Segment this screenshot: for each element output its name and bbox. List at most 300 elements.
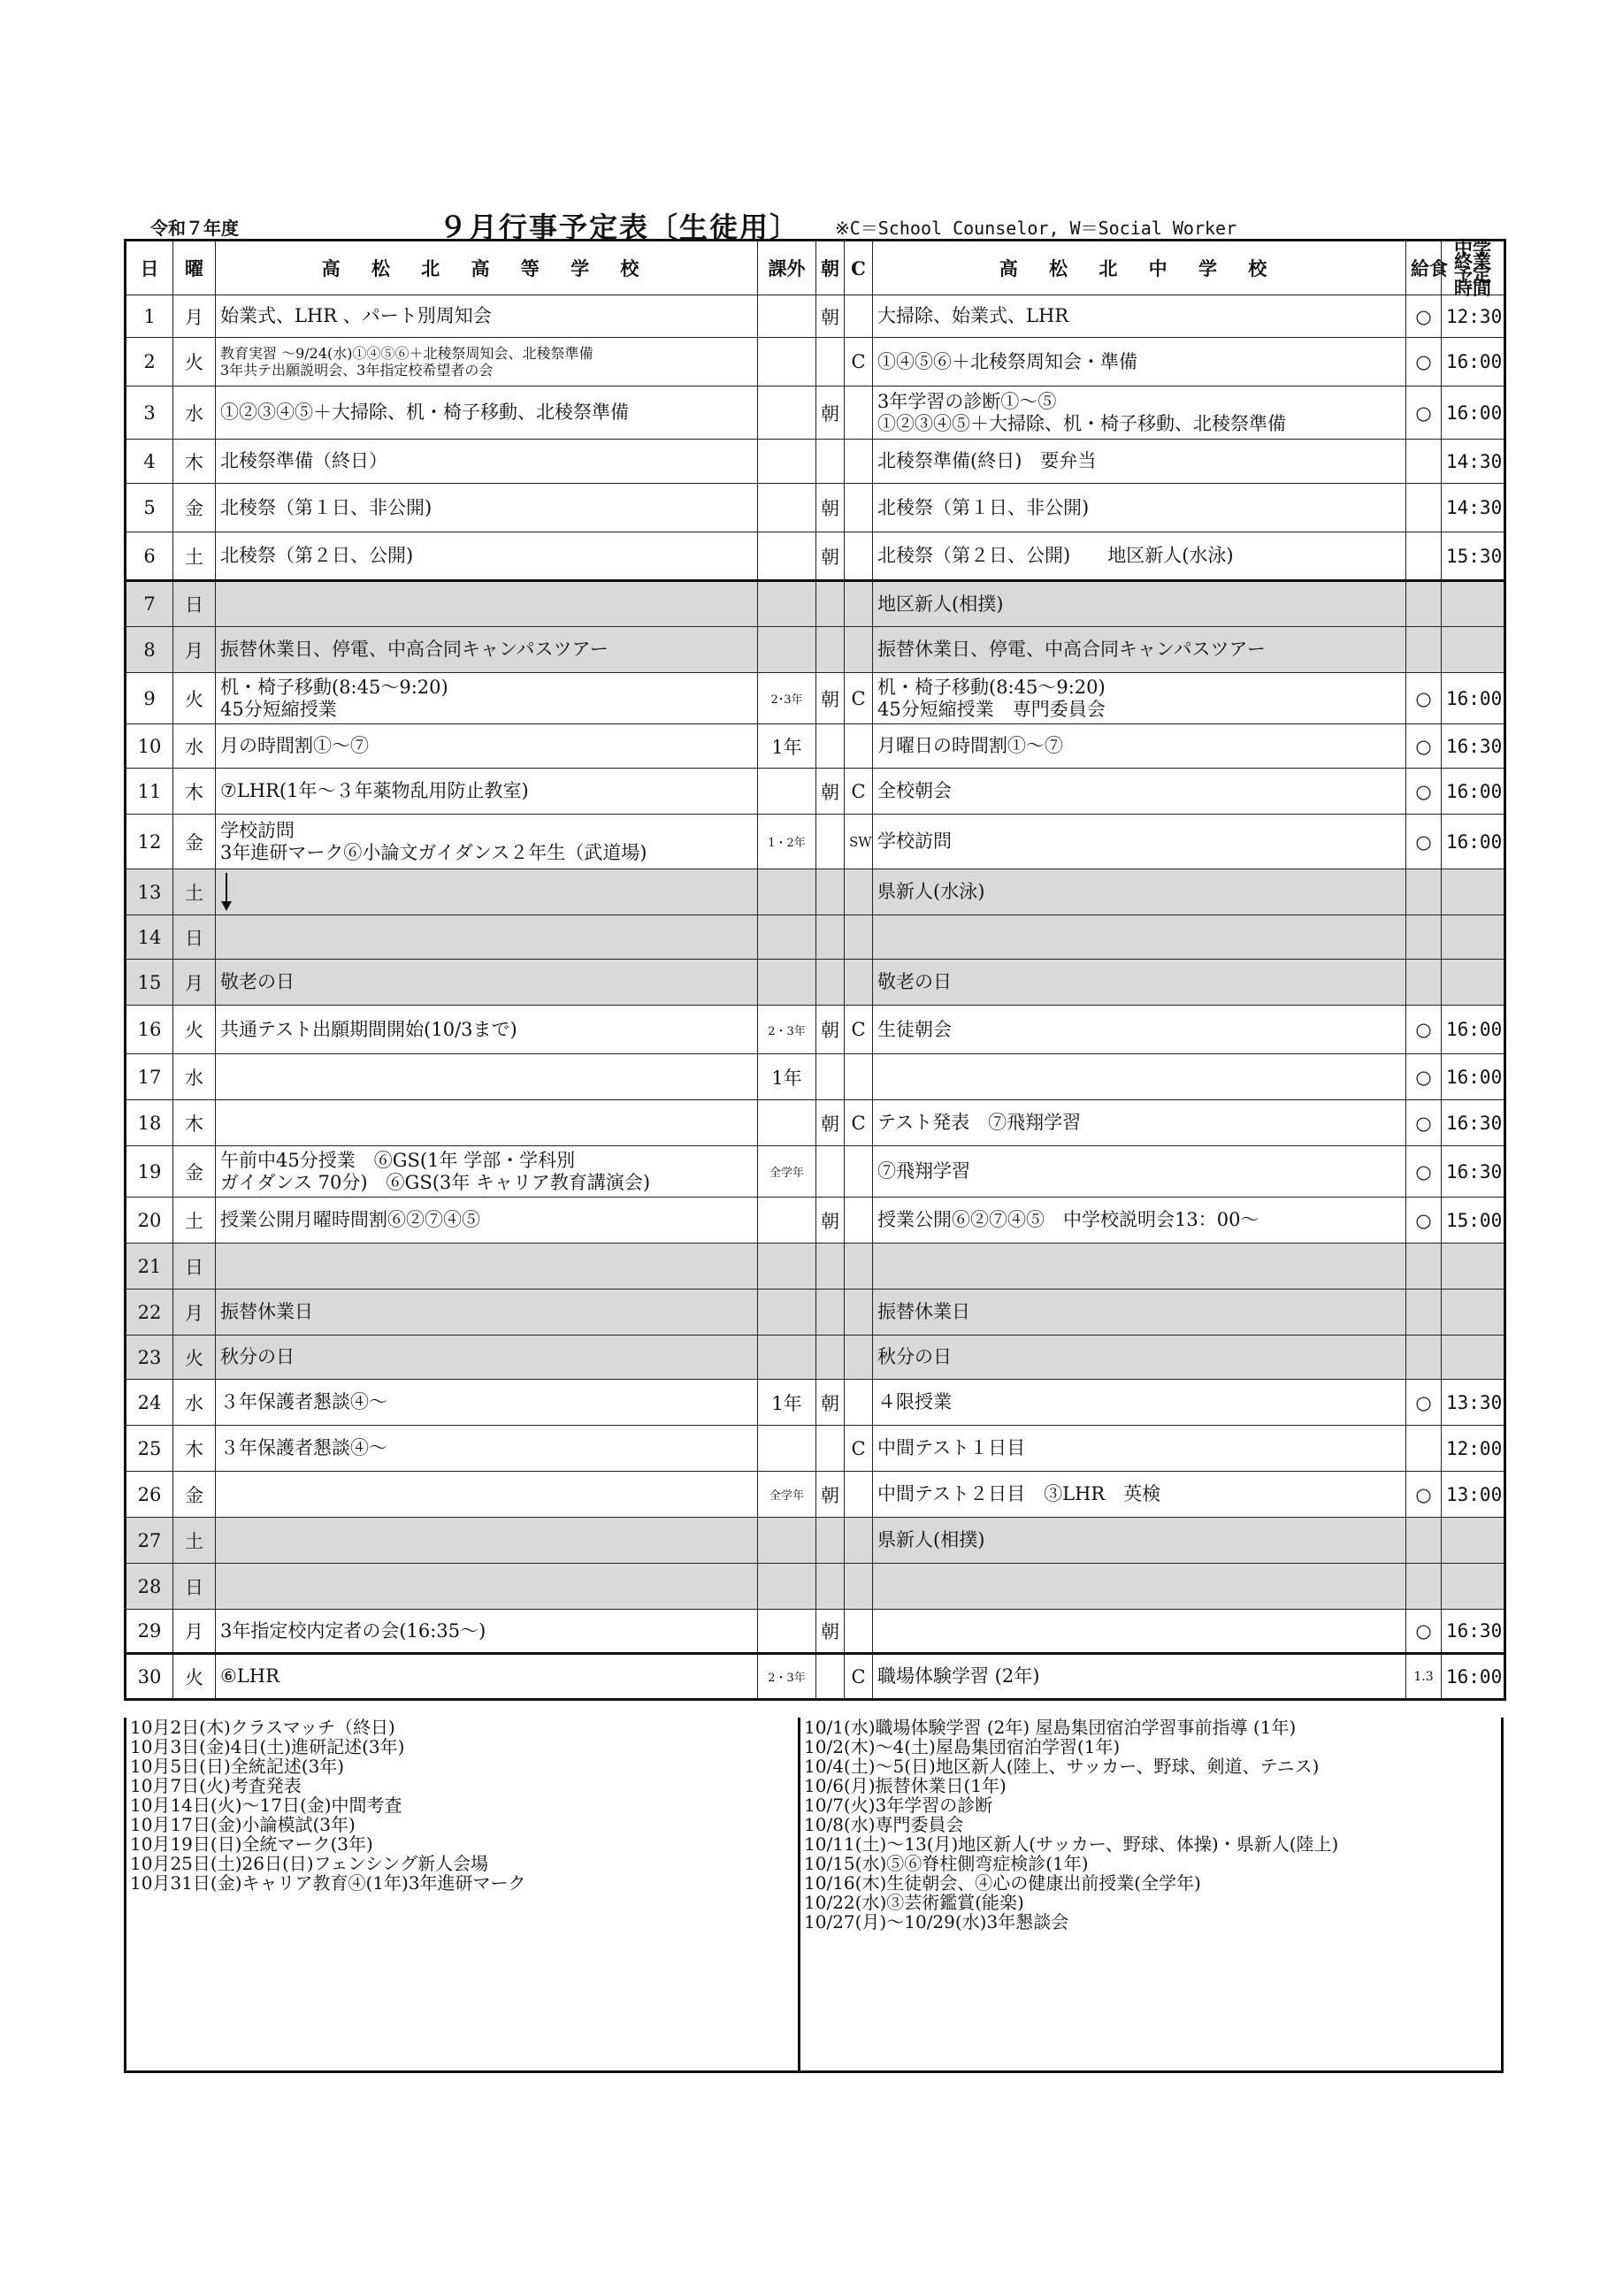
table-row (126, 484, 1505, 532)
lunch-cell (1406, 960, 1442, 1006)
counselor-cell (845, 1198, 873, 1244)
morning-cell (816, 1290, 845, 1336)
counselor-cell (845, 627, 873, 673)
extracurricular-cell: 1年 (758, 1054, 816, 1100)
list-item: 10/15(水)⑤⑥脊柱側弯症検診(1年) (804, 1853, 1089, 1874)
morning-cell: 朝 (816, 673, 845, 724)
list-item: 10月5日(日)全統記述(3年) (130, 1756, 345, 1777)
junior-high-event: 生徒朝会 (873, 1006, 1406, 1054)
lunch-cell: ○ (1406, 338, 1442, 386)
table-row (126, 1290, 1505, 1336)
junior-high-event: 中間テスト１日目 (873, 1426, 1406, 1472)
morning-cell (816, 1146, 845, 1198)
document-header (0, 210, 1623, 244)
day-cell: 16 (126, 1006, 173, 1054)
end-time-cell: 14:30 (1442, 484, 1505, 532)
high-school-event: 教育実習 ～9/24(水)①④⑤⑥＋北稜祭周知会、北稜祭準備 3年共テ出願説明会、3年指定校希望者の会 (216, 338, 758, 386)
extracurricular-cell: 1・2年 (758, 815, 816, 869)
weekday-cell: 木 (173, 1426, 216, 1472)
extracurricular-cell (758, 1518, 816, 1564)
morning-cell (816, 440, 845, 484)
day-cell: 1 (126, 295, 173, 338)
junior-high-event: ①④⑤⑥＋北稜祭周知会・準備 (873, 338, 1406, 386)
october-junior-list (800, 1718, 1501, 2070)
junior-high-event: テスト発表 ⑦飛翔学習 (873, 1100, 1406, 1146)
list-item: 10/2(木)～4(土)屋島集団宿泊学習(1年) (804, 1736, 1121, 1757)
day-cell: 7 (126, 581, 173, 627)
weekday-cell: 月 (173, 295, 216, 338)
high-school-event: 振替休業日、停電、中高合同キャンパスツアー (216, 627, 758, 673)
end-time-cell (1442, 1244, 1505, 1290)
page-title: ９月行事予定表〔生徒用〕 (439, 210, 800, 244)
morning-cell (816, 815, 845, 869)
junior-high-event: 北稜祭（第１日、非公開) (873, 484, 1406, 532)
col-lunch: 給食 (1406, 241, 1442, 295)
table-row (126, 338, 1505, 386)
high-school-event: 秋分の日 (216, 1336, 758, 1380)
morning-cell: 朝 (816, 295, 845, 338)
junior-high-event: 振替休業日 (873, 1290, 1406, 1336)
day-cell: 27 (126, 1518, 173, 1564)
high-school-event: ３年保護者懇談④～ (216, 1426, 758, 1472)
counselor-cell: C (845, 673, 873, 724)
junior-high-event: 月曜日の時間割①～⑦ (873, 724, 1406, 769)
end-time-cell (1442, 1290, 1505, 1336)
day-cell: 18 (126, 1100, 173, 1146)
table-row (126, 1380, 1505, 1426)
junior-high-event: 地区新人(相撲) (873, 581, 1406, 627)
day-cell: 21 (126, 1244, 173, 1290)
extracurricular-cell (758, 627, 816, 673)
list-item: 10月25日(土)26日(日)フェンシング新人会場 (130, 1853, 489, 1874)
counselor-cell: SW (845, 815, 873, 869)
counselor-cell: C (845, 338, 873, 386)
extracurricular-cell (758, 769, 816, 815)
lunch-cell (1406, 915, 1442, 960)
day-cell: 23 (126, 1336, 173, 1380)
weekday-cell: 水 (173, 724, 216, 769)
lunch-cell (1406, 581, 1442, 627)
weekday-cell: 日 (173, 581, 216, 627)
day-cell: 8 (126, 627, 173, 673)
col-counselor: C (845, 241, 873, 295)
weekday-cell: 火 (173, 1654, 216, 1700)
col-extracurricular: 課外 (758, 241, 816, 295)
table-row (126, 1472, 1505, 1518)
morning-cell (816, 1336, 845, 1380)
table-row (126, 386, 1505, 440)
extracurricular-cell (758, 915, 816, 960)
weekday-cell: 火 (173, 338, 216, 386)
counselor-cell (845, 581, 873, 627)
junior-high-event: 学校訪問 (873, 815, 1406, 869)
table-row (126, 915, 1505, 960)
lunch-cell (1406, 1518, 1442, 1564)
list-item: 10/22(水)③芸術鑑賞(能楽) (804, 1892, 1024, 1913)
table-row (126, 627, 1505, 673)
counselor-cell (845, 440, 873, 484)
day-cell: 2 (126, 338, 173, 386)
list-item: 10/7(火)3年学習の診断 (804, 1795, 993, 1816)
end-time-cell (1442, 1564, 1505, 1610)
table-row (126, 440, 1505, 484)
counselor-cell (845, 1054, 873, 1100)
extracurricular-cell: 1年 (758, 724, 816, 769)
end-time-cell: 13:00 (1442, 1472, 1505, 1518)
lunch-cell (1406, 627, 1442, 673)
junior-high-event: 秋分の日 (873, 1336, 1406, 1380)
table-row (126, 1336, 1505, 1380)
lunch-cell: ○ (1406, 1610, 1442, 1654)
extracurricular-cell (758, 581, 816, 627)
lunch-cell: ○ (1406, 1198, 1442, 1244)
weekday-cell: 月 (173, 1290, 216, 1336)
junior-high-event (873, 1244, 1406, 1290)
day-cell: 14 (126, 915, 173, 960)
extracurricular-cell (758, 960, 816, 1006)
lunch-cell: ○ (1406, 769, 1442, 815)
morning-cell: 朝 (816, 1380, 845, 1426)
day-cell: 28 (126, 1564, 173, 1610)
end-time-cell (1442, 1518, 1505, 1564)
day-cell: 3 (126, 386, 173, 440)
high-school-event: ⑦LHR(1年～３年薬物乱用防止教室) (216, 769, 758, 815)
high-school-event (216, 1518, 758, 1564)
counselor-cell: C (845, 1654, 873, 1700)
table-row (126, 673, 1505, 724)
high-school-event: 北稜祭（第２日、公開) (216, 532, 758, 581)
high-school-event: 振替休業日 (216, 1290, 758, 1336)
header-row (126, 241, 1505, 295)
list-item: 10/27(月)～10/29(水)3年懇談会 (804, 1911, 1069, 1932)
day-cell: 6 (126, 532, 173, 581)
junior-high-event: 北稜祭（第２日、公開) 地区新人(水泳) (873, 532, 1406, 581)
list-item: 10/6(月)振替休業日(1年) (804, 1775, 1007, 1796)
table-row (126, 1610, 1505, 1654)
list-item: 10月17日(金)小論模試(3年) (130, 1814, 356, 1835)
end-time-cell: 16:00 (1442, 673, 1505, 724)
weekday-cell: 日 (173, 1564, 216, 1610)
morning-cell: 朝 (816, 532, 845, 581)
junior-high-event: 職場体験学習 (2年) (873, 1654, 1406, 1700)
lunch-cell: ○ (1406, 1146, 1442, 1198)
weekday-cell: 水 (173, 1380, 216, 1426)
col-end-time: 中学終業予定時間 (1442, 241, 1505, 295)
col-weekday: 曜 (173, 241, 216, 295)
end-time-cell: 16:00 (1442, 338, 1505, 386)
junior-high-event: 中間テスト２日目 ③LHR 英検 (873, 1472, 1406, 1518)
junior-high-event (873, 1564, 1406, 1610)
lunch-cell: ○ (1406, 1380, 1442, 1426)
weekday-cell: 月 (173, 627, 216, 673)
table-row (126, 724, 1505, 769)
high-school-event: 午前中45分授業 ⑥GS(1年 学部・学科別 ガイダンス 70分) ⑥GS(3年 キャリア教育講演会) (216, 1146, 758, 1198)
counselor-cell (845, 1518, 873, 1564)
junior-high-event: 県新人(相撲) (873, 1518, 1406, 1564)
end-time-cell: 16:30 (1442, 1146, 1505, 1198)
counselor-cell (845, 295, 873, 338)
morning-cell (816, 960, 845, 1006)
table-row (126, 1006, 1505, 1054)
lunch-cell: ○ (1406, 386, 1442, 440)
table-row (126, 960, 1505, 1006)
lunch-cell: ○ (1406, 724, 1442, 769)
table-row (126, 1426, 1505, 1472)
table-row (126, 1518, 1505, 1564)
day-cell: 10 (126, 724, 173, 769)
morning-cell: 朝 (816, 1610, 845, 1654)
high-school-event: 共通テスト出願期間開始(10/3まで) (216, 1006, 758, 1054)
end-time-cell: 16:00 (1442, 386, 1505, 440)
end-time-cell (1442, 915, 1505, 960)
table-row (126, 1054, 1505, 1100)
counselor-cell: C (845, 1426, 873, 1472)
extracurricular-cell (758, 532, 816, 581)
counselor-cell (845, 386, 873, 440)
morning-cell (816, 1518, 845, 1564)
end-time-cell (1442, 581, 1505, 627)
october-notes (124, 1718, 1504, 2073)
weekday-cell: 火 (173, 1006, 216, 1054)
morning-cell (816, 1054, 845, 1100)
morning-cell (816, 915, 845, 960)
counselor-cell: C (845, 1006, 873, 1054)
lunch-cell (1406, 484, 1442, 532)
lunch-cell: ○ (1406, 295, 1442, 338)
lunch-cell (1406, 532, 1442, 581)
extracurricular-cell: 全学年 (758, 1146, 816, 1198)
junior-high-event: 県新人(水泳) (873, 869, 1406, 915)
extracurricular-cell: 2・3年 (758, 1654, 816, 1700)
col-junior-high: 高 松 北 中 学 校 (873, 241, 1406, 295)
extracurricular-cell: 1年 (758, 1380, 816, 1426)
list-item: 10/11(土)～13(月)地区新人(サッカー、野球、体操)・県新人(陸上) (804, 1833, 1339, 1855)
lunch-cell (1406, 1290, 1442, 1336)
junior-high-event: 全校朝会 (873, 769, 1406, 815)
end-time-cell: 16:30 (1442, 1100, 1505, 1146)
list-item: 10月2日(木)クラスマッチ（終日) (130, 1717, 395, 1738)
counselor-cell (845, 1472, 873, 1518)
counselor-cell (845, 960, 873, 1006)
counselor-cell (845, 532, 873, 581)
table-row (126, 815, 1505, 869)
morning-cell (816, 581, 845, 627)
table-row (126, 581, 1505, 627)
list-item: 10/1(水)職場体験学習 (2年) 屋島集団宿泊学習事前指導 (1年) (804, 1717, 1297, 1738)
table-row (126, 532, 1505, 581)
weekday-cell: 水 (173, 386, 216, 440)
end-time-cell: 16:00 (1442, 815, 1505, 869)
extracurricular-cell: 全学年 (758, 1472, 816, 1518)
counselor-cell (845, 915, 873, 960)
junior-high-event (873, 1054, 1406, 1100)
high-school-event (216, 869, 758, 915)
junior-high-event: 敬老の日 (873, 960, 1406, 1006)
col-day: 日 (126, 241, 173, 295)
lunch-cell (1406, 440, 1442, 484)
col-high-school: 高 松 北 高 等 学 校 (216, 241, 758, 295)
end-time-cell (1442, 869, 1505, 915)
weekday-cell: 水 (173, 1054, 216, 1100)
table-row (126, 1564, 1505, 1610)
end-time-cell: 16:00 (1442, 1054, 1505, 1100)
list-item: 10月3日(金)4日(土)進研記述(3年) (130, 1736, 405, 1757)
high-school-event (216, 581, 758, 627)
extracurricular-cell: 2･3年 (758, 673, 816, 724)
end-time-cell: 15:30 (1442, 532, 1505, 581)
table-row (126, 1146, 1505, 1198)
day-cell: 12 (126, 815, 173, 869)
lunch-cell: ○ (1406, 815, 1442, 869)
schedule-table (124, 239, 1506, 1701)
day-cell: 20 (126, 1198, 173, 1244)
weekday-cell: 木 (173, 1100, 216, 1146)
junior-high-event: ⑦飛翔学習 (873, 1146, 1406, 1198)
day-cell: 11 (126, 769, 173, 815)
counselor-cell: C (845, 1100, 873, 1146)
end-time-cell: 12:00 (1442, 1426, 1505, 1472)
table-row (126, 1654, 1505, 1700)
high-school-event: 机・椅子移動(8:45～9:20) 45分短縮授業 (216, 673, 758, 724)
morning-cell (816, 724, 845, 769)
high-school-event: 学校訪問 3年進研マーク⑥小論文ガイダンス２年生（武道場) (216, 815, 758, 869)
day-cell: 22 (126, 1290, 173, 1336)
extracurricular-cell: 2・3年 (758, 1006, 816, 1054)
list-item: 10月19日(日)全統マーク(3年) (130, 1833, 373, 1855)
day-cell: 24 (126, 1380, 173, 1426)
morning-cell (816, 869, 845, 915)
extracurricular-cell (758, 869, 816, 915)
lunch-cell: ○ (1406, 1100, 1442, 1146)
extracurricular-cell (758, 440, 816, 484)
high-school-event: 北稜祭準備（終日） (216, 440, 758, 484)
weekday-cell: 金 (173, 1472, 216, 1518)
weekday-cell: 金 (173, 1146, 216, 1198)
extracurricular-cell (758, 1198, 816, 1244)
fiscal-year: 令和７年度 (150, 218, 239, 239)
table-row (126, 769, 1505, 815)
lunch-cell (1406, 1244, 1442, 1290)
table-row (126, 1244, 1505, 1290)
high-school-event: 月の時間割①～⑦ (216, 724, 758, 769)
end-time-cell: 16:30 (1442, 724, 1505, 769)
extracurricular-cell (758, 1290, 816, 1336)
october-high-list (126, 1718, 800, 2070)
end-time-cell (1442, 627, 1505, 673)
morning-cell: 朝 (816, 484, 845, 532)
day-cell: 26 (126, 1472, 173, 1518)
list-item: 10/8(水)専門委員会 (804, 1814, 964, 1835)
list-item: 10/16(木)生徒朝会、④心の健康出前授業(全学年) (804, 1872, 1201, 1894)
counselor-cell: C (845, 769, 873, 815)
weekday-cell: 金 (173, 484, 216, 532)
counselor-cell (845, 484, 873, 532)
day-cell: 29 (126, 1610, 173, 1654)
extracurricular-cell (758, 295, 816, 338)
counselor-cell (845, 1380, 873, 1426)
morning-cell (816, 1564, 845, 1610)
morning-cell: 朝 (816, 386, 845, 440)
table-row (126, 869, 1505, 915)
junior-high-event: 3年学習の診断①～⑤ ①②③④⑤＋大掃除、机・椅子移動、北稜祭準備 (873, 386, 1406, 440)
day-cell: 19 (126, 1146, 173, 1198)
end-time-cell: 12:30 (1442, 295, 1505, 338)
weekday-cell: 金 (173, 815, 216, 869)
extracurricular-cell (758, 1100, 816, 1146)
end-time-cell: 14:30 (1442, 440, 1505, 484)
day-cell: 5 (126, 484, 173, 532)
lunch-cell (1406, 869, 1442, 915)
counselor-cell (845, 1146, 873, 1198)
morning-cell (816, 338, 845, 386)
extracurricular-cell (758, 1244, 816, 1290)
morning-cell (816, 1244, 845, 1290)
arrow-down-icon (220, 873, 233, 912)
high-school-event: 北稜祭（第１日、非公開) (216, 484, 758, 532)
extracurricular-cell (758, 386, 816, 440)
high-school-event: 敬老の日 (216, 960, 758, 1006)
high-school-event: 授業公開月曜時間割⑥②⑦④⑤ (216, 1198, 758, 1244)
counselor-cell (845, 1290, 873, 1336)
end-time-cell: 16:00 (1442, 1654, 1505, 1700)
weekday-cell: 木 (173, 769, 216, 815)
lunch-cell: ○ (1406, 1006, 1442, 1054)
day-cell: 4 (126, 440, 173, 484)
junior-high-event: 大掃除、始業式、LHR (873, 295, 1406, 338)
counselor-cell (845, 1244, 873, 1290)
day-cell: 13 (126, 869, 173, 915)
day-cell: 25 (126, 1426, 173, 1472)
end-time-cell (1442, 960, 1505, 1006)
morning-cell (816, 1426, 845, 1472)
weekday-cell: 木 (173, 440, 216, 484)
end-time-cell: 15:00 (1442, 1198, 1505, 1244)
counselor-cell (845, 869, 873, 915)
junior-high-event: 振替休業日、停電、中高合同キャンパスツアー (873, 627, 1406, 673)
high-school-event: 3年指定校内定者の会(16:35～) (216, 1610, 758, 1654)
end-time-cell: 16:30 (1442, 1610, 1505, 1654)
list-item: 10月7日(火)考査発表 (130, 1775, 302, 1796)
counselor-cell (845, 1564, 873, 1610)
morning-cell (816, 1654, 845, 1700)
weekday-cell: 土 (173, 869, 216, 915)
weekday-cell: 土 (173, 1518, 216, 1564)
high-school-event (216, 1054, 758, 1100)
junior-high-event: 机・椅子移動(8:45～9:20) 45分短縮授業 専門委員会 (873, 673, 1406, 724)
day-cell: 9 (126, 673, 173, 724)
weekday-cell: 日 (173, 915, 216, 960)
counselor-cell (845, 1336, 873, 1380)
end-time-cell (1442, 1336, 1505, 1380)
morning-cell: 朝 (816, 1100, 845, 1146)
end-time-cell: 16:00 (1442, 769, 1505, 815)
extracurricular-cell (758, 1336, 816, 1380)
day-cell: 17 (126, 1054, 173, 1100)
lunch-cell: ○ (1406, 1472, 1442, 1518)
counselor-cell (845, 1610, 873, 1654)
weekday-cell: 月 (173, 960, 216, 1006)
morning-cell: 朝 (816, 1006, 845, 1054)
morning-cell: 朝 (816, 1472, 845, 1518)
lunch-cell: ○ (1406, 1054, 1442, 1100)
legend-note: ※C＝School Counselor, W＝Social Worker (835, 218, 1237, 239)
lunch-cell: ○ (1406, 673, 1442, 724)
lunch-cell (1406, 1564, 1442, 1610)
junior-high-event: 北稜祭準備(終日) 要弁当 (873, 440, 1406, 484)
high-school-event (216, 1472, 758, 1518)
weekday-cell: 日 (173, 1244, 216, 1290)
high-school-event: ３年保護者懇談④～ (216, 1380, 758, 1426)
